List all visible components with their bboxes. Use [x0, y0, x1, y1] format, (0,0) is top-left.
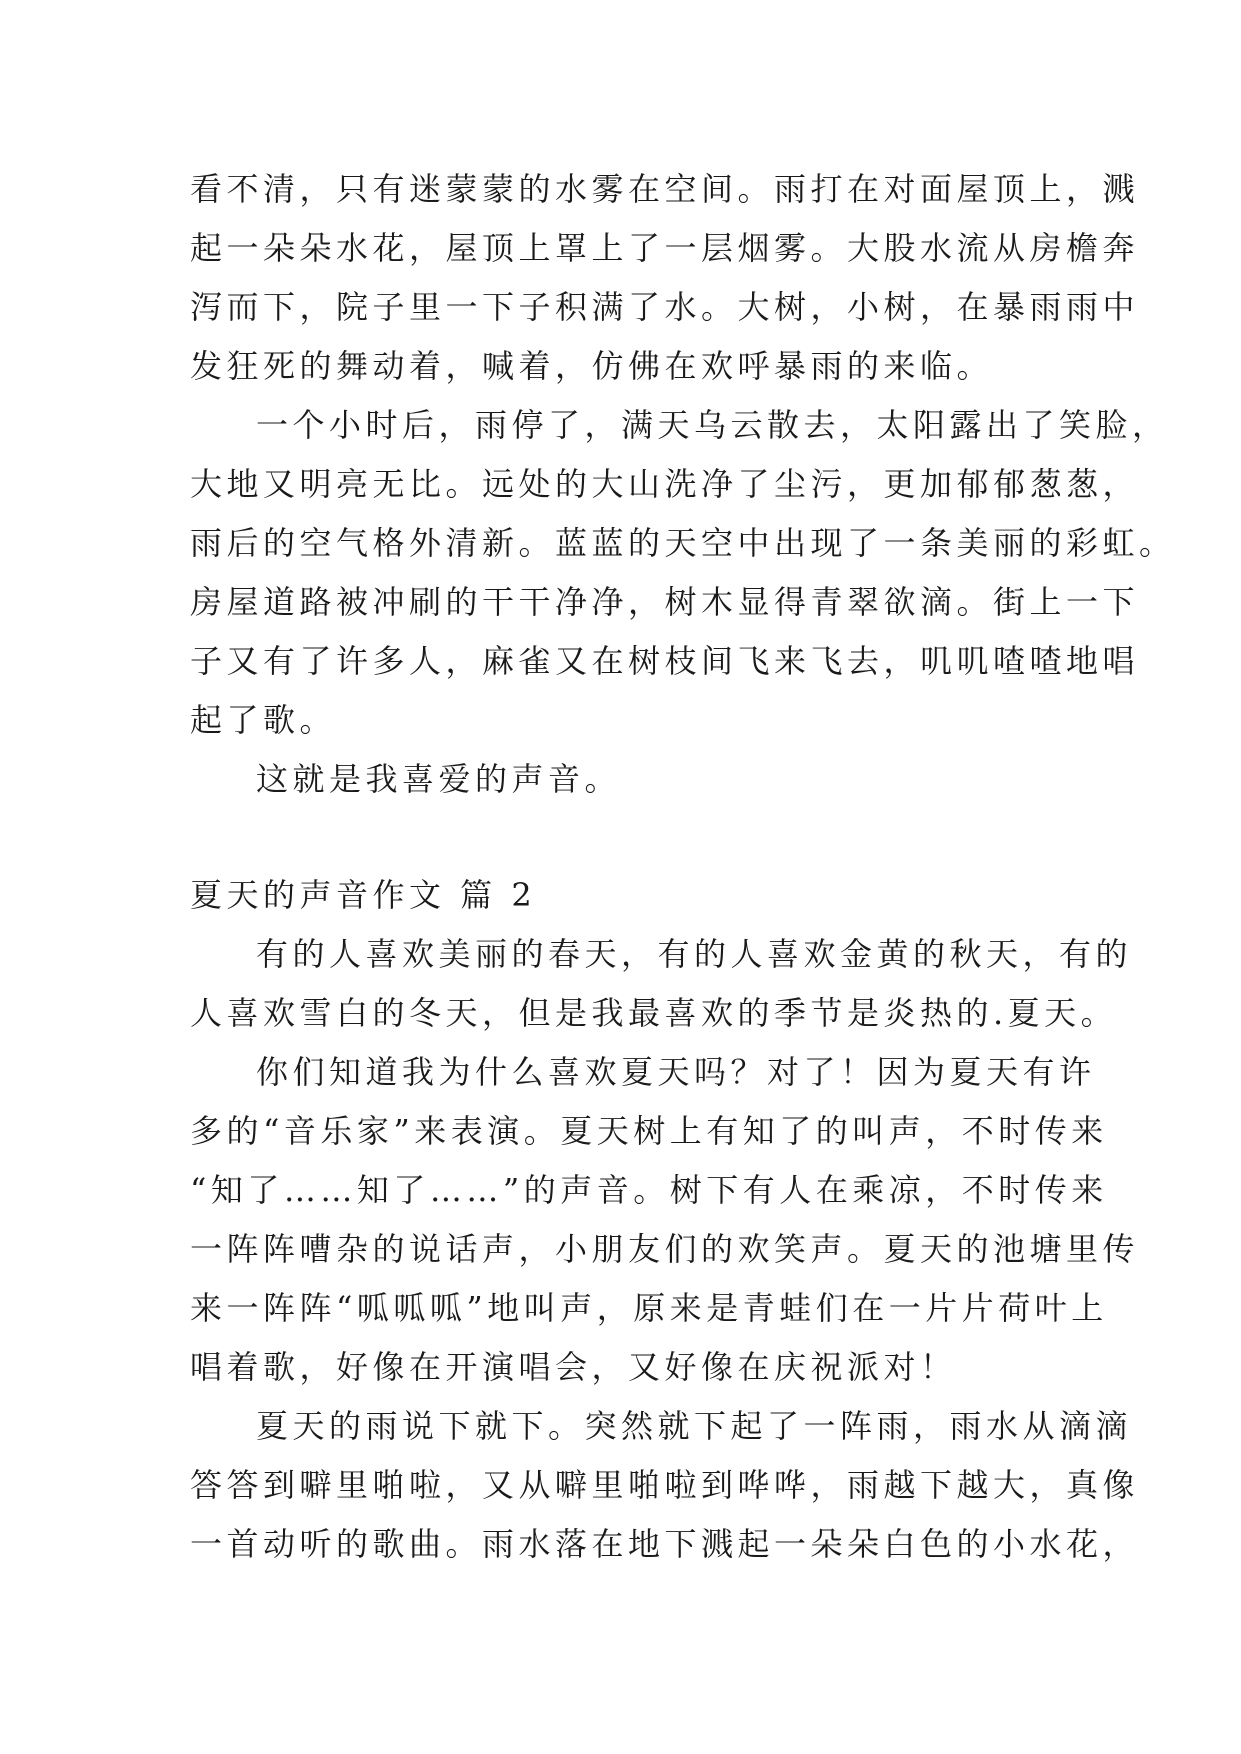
- text-line: 来一阵阵“呱呱呱”地叫声，原来是青蛙们在一片片荷叶上: [190, 1289, 1108, 1327]
- text-line: 起一朵朵水花，屋顶上罩上了一层烟雾。大股水流从房檐奔: [190, 229, 1140, 267]
- document-page: [190, 160, 1176, 1574]
- paragraph-conclusion: [190, 750, 1070, 809]
- paragraph-summer-rain: [190, 1397, 1140, 1574]
- text-line: 答答到噼里啪啦，又从噼里啪啦到哗哗，雨越下越大，真像: [190, 1466, 1140, 1504]
- text-line: 起了歌。: [190, 701, 337, 739]
- paragraph-rain-continued: [190, 160, 1140, 396]
- paragraph-musicians: [190, 1043, 1140, 1397]
- text-line: 雨后的空气格外清新。蓝蓝的天空中出现了一条美丽的彩虹。: [190, 524, 1176, 562]
- text-line: 看不清，只有迷蒙蒙的水雾在空间。雨打在对面屋顶上，溅: [190, 170, 1140, 208]
- text-line: 一首动听的歌曲。雨水落在地下溅起一朵朵白色的小水花，: [190, 1525, 1140, 1563]
- text-line: 夏天的雨说下就下。突然就下起了一阵雨，雨水从滴滴: [256, 1407, 1133, 1445]
- text-line: 大地又明亮无比。远处的大山洗净了尘污，更加郁郁葱葱，: [190, 465, 1140, 503]
- text-line: 多的“音乐家”来表演。夏天树上有知了的叫声，不时传来: [190, 1112, 1108, 1150]
- text-line: 你们知道我为什么喜欢夏天吗？对了！因为夏天有许: [256, 1053, 1096, 1091]
- text-line: 唱着歌，好像在开演唱会，又好像在庆祝派对！: [190, 1348, 957, 1386]
- section-spacer: [190, 809, 1070, 866]
- text-line: 房屋道路被冲刷的干干净净，树木显得青翠欲滴。街上一下: [190, 583, 1140, 621]
- text-line: 子又有了许多人，麻雀又在树枝间飞来飞去，叽叽喳喳地唱: [190, 642, 1140, 680]
- text-line: 一阵阵嘈杂的说话声，小朋友们的欢笑声。夏天的池塘里传: [190, 1230, 1140, 1268]
- text-line: 发狂死的舞动着，喊着，仿佛在欢呼暴雨的来临。: [190, 347, 994, 385]
- text-line: 有的人喜欢美丽的春天，有的人喜欢金黄的秋天，有的: [256, 935, 1133, 973]
- text-line: 一个小时后，雨停了，满天乌云散去，太阳露出了笑脸，: [256, 406, 1169, 444]
- paragraph-after-rain: [190, 396, 1176, 750]
- text-line: 泻而下，院子里一下子积满了水。大树，小树，在暴雨雨中: [190, 288, 1140, 326]
- text-line: 这就是我喜爱的声音。: [256, 760, 622, 798]
- text-line: 人喜欢雪白的冬天，但是我最喜欢的季节是炎热的.夏天。: [190, 994, 1118, 1032]
- section-heading: 夏天的声音作文 篇 2: [190, 876, 537, 914]
- paragraph-seasons: [190, 925, 1133, 1043]
- text-line: “知了……知了……”的声音。树下有人在乘凉，不时传来: [190, 1171, 1108, 1209]
